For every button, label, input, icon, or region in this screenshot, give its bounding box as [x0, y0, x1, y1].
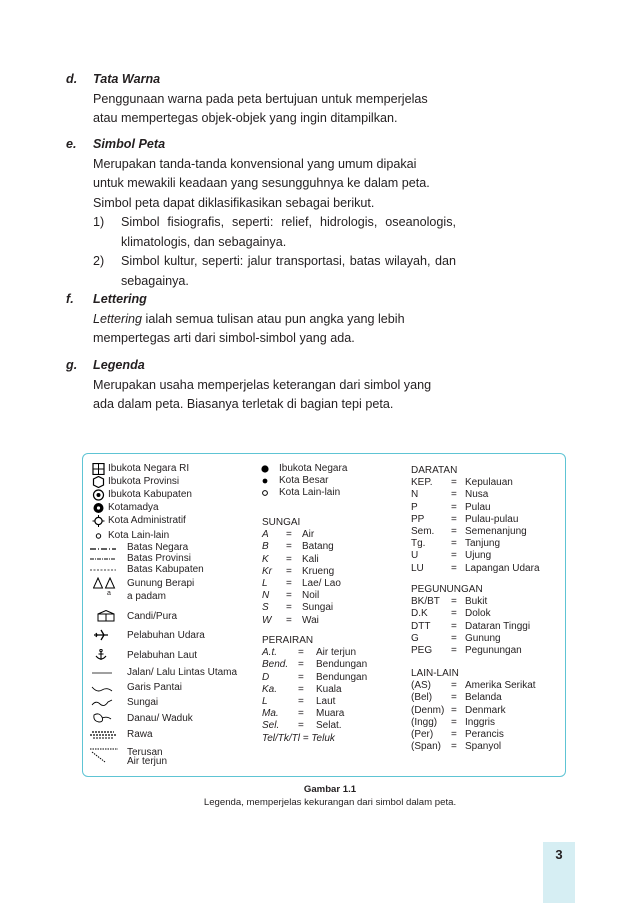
temple-icon: [95, 610, 117, 622]
section-g: [66, 356, 456, 415]
perairan-block: [262, 635, 367, 745]
province-hexagon-icon: [91, 476, 107, 488]
river-icon: [91, 697, 113, 709]
legend-label: Batas Provinsi: [127, 553, 191, 564]
sungai-title: SUNGAI: [262, 517, 301, 528]
abbr-row: (Bel) = Belanda: [411, 692, 502, 704]
section-title: Tata Warna: [93, 72, 161, 86]
section-body: Merupakan tanda-tanda konvensional yang umum dipakai untuk mewakili keadaan yang sesungguhnya ke dalam peta. Simbol peta dapat diklasifikasikan sebagai berikut.: [93, 156, 430, 210]
abbr-row: P = Pulau: [411, 501, 491, 513]
section-f: [66, 290, 456, 349]
small-circle-icon: [91, 530, 107, 542]
abbr-row: KEP. = Kepulauan: [411, 477, 513, 489]
airport-icon: [93, 629, 109, 641]
open-circle-icon: [257, 487, 273, 499]
legend-label: Ibukota Provinsi: [108, 476, 180, 487]
admin-city-icon: [91, 515, 107, 527]
capital-square-icon: [91, 463, 107, 475]
abbr-row: A.t. = Air terjun: [262, 647, 357, 659]
legend-box: [82, 453, 566, 777]
legend-label: Gunung Berapi: [127, 578, 195, 589]
legend-label: Batas Negara: [127, 542, 189, 553]
section-letter: g.: [66, 358, 78, 372]
section-title: Simbol Peta: [93, 137, 166, 151]
abbr-row: A = Air: [262, 529, 315, 541]
section-letter: e.: [66, 137, 77, 151]
legend-label: Kota Besar: [279, 475, 329, 486]
abbr-row: (Denm) = Denmark: [411, 704, 506, 716]
pegunungan-title: PEGUNUNGAN: [411, 584, 483, 595]
section-e: [66, 135, 456, 291]
abbr-row: DTT = Dataran Tinggi: [411, 620, 531, 632]
figure-caption: [60, 783, 600, 809]
abbr-row: Ma. = Muara: [262, 708, 345, 720]
regency-border-icon: [89, 564, 117, 576]
daratan-block: [411, 465, 540, 575]
abbr-row: Sel. = Selat.: [262, 720, 342, 732]
coastline-icon: [91, 683, 113, 695]
section-title: Lettering: [93, 292, 147, 306]
filled-circle-icon: [257, 463, 273, 475]
abbr-row: B = Batang: [262, 541, 334, 553]
legend-label: Rawa: [127, 729, 153, 740]
regency-circle-dot-icon: [91, 489, 107, 501]
legend-label: a padam: [127, 591, 166, 602]
section-title: Legenda: [93, 358, 145, 372]
section-body: Lettering ialah semua tulisan atau pun angka yang lebih mempertegas arti dari simbol-simbol yang ada.: [93, 311, 405, 345]
abbr-row: Tg. = Tanjung: [411, 538, 501, 550]
legend-label: Pelabuhan Laut: [127, 650, 198, 661]
daratan-title: DARATAN: [411, 465, 458, 476]
swamp-icon: [89, 728, 117, 740]
abbr-row: Tel/Tk/Tl = Teluk: [262, 732, 335, 744]
section-letter: f.: [66, 292, 74, 306]
legend-label: Air terjun: [127, 756, 168, 767]
small-filled-circle-icon: [257, 475, 273, 487]
canal-waterfall-icon: [89, 747, 119, 763]
abbr-row: (AS) = Amerika Serikat: [411, 680, 536, 692]
abbr-row: Sem. = Semenanjung: [411, 526, 527, 538]
legend-label: Ibukota Negara: [279, 463, 348, 474]
abbr-row: S = Sungai: [262, 602, 334, 614]
abbr-row: Ka. = Kuala: [262, 683, 342, 695]
section-d: [66, 70, 456, 129]
perairan-title: PERAIRAN: [262, 635, 314, 646]
abbr-row: BK/BT = Bukit: [411, 596, 488, 608]
legend-label: Pelabuhan Udara: [127, 630, 205, 641]
section-body: Penggunaan warna pada peta bertujuan untuk memperjelas atau mempertegas objek-objek yang ingin ditampilkan.: [93, 91, 428, 125]
abbr-row: L = Lae/ Lao: [262, 578, 341, 590]
volcano-icon: [93, 577, 117, 589]
abbr-row: (Per) = Perancis: [411, 729, 504, 741]
abbr-row: N = Noil: [262, 590, 320, 602]
legend-label: Sungai: [127, 697, 159, 708]
abbr-row: D.K = Dolok: [411, 608, 491, 620]
main-road-icon: [91, 667, 113, 679]
legend-label: Terusan: [127, 747, 163, 758]
legend-label: Jalan/ Lalu Lintas Utama: [127, 667, 238, 678]
abbr-row: PP = Pulau-pulau: [411, 513, 519, 525]
list-item: 2) Simbol kultur, seperti: jalur transportasi, batas wilayah, dan sebagainya.: [93, 254, 456, 288]
abbr-row: U = Ujung: [411, 550, 492, 562]
lainlain-title: LAIN-LAIN: [411, 668, 459, 679]
legend-sub-letter: a: [107, 590, 111, 597]
legend-label: Kota Lain-lain: [279, 487, 341, 498]
legend-label: Batas Kabupaten: [127, 564, 204, 575]
municipality-icon: [91, 502, 107, 514]
legend-label: Kota Administratif: [108, 515, 186, 526]
lake-icon: [91, 712, 113, 724]
anchor-icon: [93, 649, 109, 661]
caption-text: Legenda, memperjelas kekurangan dari simbol dalam peta.: [203, 797, 457, 808]
sungai-block: [262, 517, 341, 627]
legend-label: Kota Lain-lain: [108, 530, 170, 541]
abbr-row: W = Wai: [262, 614, 319, 626]
legend-label: Garis Pantai: [127, 682, 183, 693]
abbr-row: G = Gunung: [411, 632, 501, 644]
abbr-row: LU = Lapangan Udara: [411, 562, 540, 574]
abbr-row: (Ingg) = Inggris: [411, 716, 496, 728]
abbr-row: D = Bendungan: [262, 671, 368, 683]
legend-label: Ibukota Kabupaten: [108, 489, 192, 500]
abbr-row: PEG = Pegunungan: [411, 645, 522, 657]
legend-label: Danau/ Waduk: [127, 713, 193, 724]
abbr-row: L = Laut: [262, 696, 336, 708]
abbr-row: N = Nusa: [411, 489, 489, 501]
lainlain-block: [411, 668, 536, 753]
abbr-row: K = Kali: [262, 553, 319, 565]
abbr-row: Kr = Krueng: [262, 565, 335, 577]
pegunungan-block: [411, 584, 530, 657]
caption-title: Gambar 1.1: [303, 784, 357, 795]
legend-label: Candi/Pura: [127, 611, 178, 622]
abbr-row: (Span) = Spanyol: [411, 741, 502, 753]
list-item: 1) Simbol fisiografis, seperti: relief, hidrologis, oseanologis, klimatologis, dan sebagainya.: [93, 215, 456, 249]
legend-label: Kotamadya: [108, 502, 159, 513]
legend-label: Ibukota Negara RI: [108, 463, 190, 474]
abbr-row: Bend. = Bendungan: [262, 659, 368, 671]
page-number: 3: [555, 847, 563, 862]
section-letter: d.: [66, 72, 78, 86]
section-body: Merupakan usaha memperjelas keterangan dari simbol yang ada dalam peta. Biasanya terletak di bagian tepi peta.: [93, 377, 432, 411]
